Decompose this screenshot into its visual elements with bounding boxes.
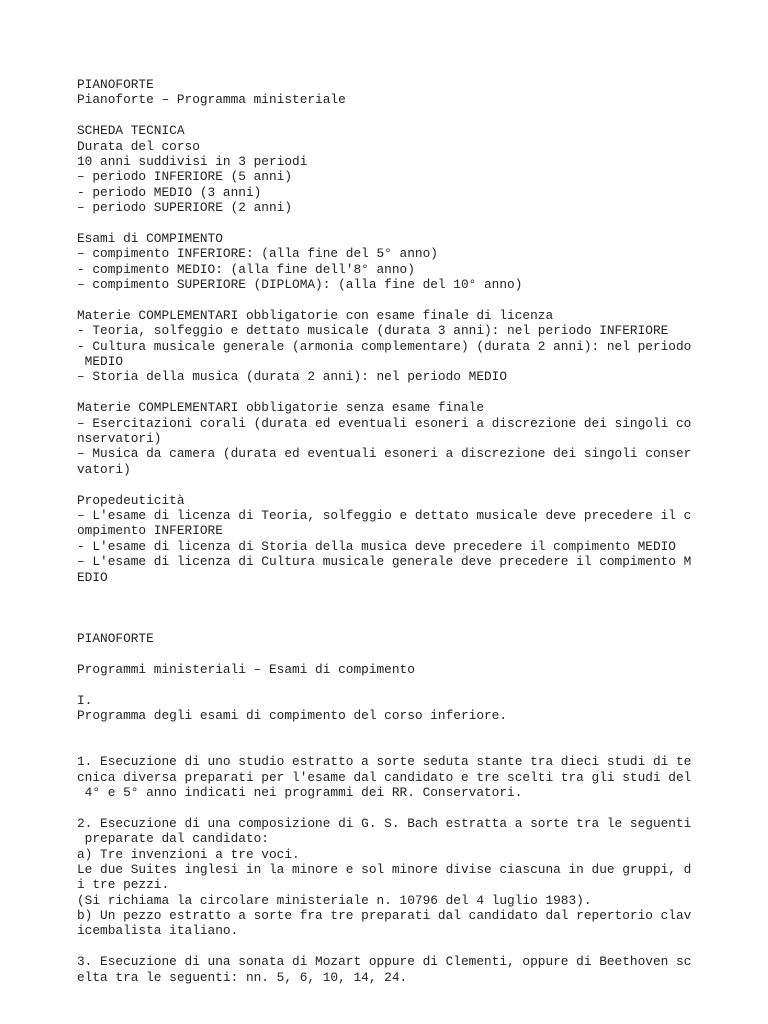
text-line: - periodo MEDIO (3 anni) bbox=[77, 184, 262, 200]
text-line bbox=[77, 939, 717, 954]
text-line: cnica diversa preparati per l'esame dal candidato e tre scelti tra gli studi del bbox=[77, 769, 692, 785]
text-line: Esami di COMPIMENTO bbox=[77, 230, 223, 246]
text-line bbox=[77, 216, 717, 231]
text-line bbox=[77, 739, 717, 754]
text-line: – periodo SUPERIORE (2 anni) bbox=[77, 200, 293, 216]
text-line: ompimento INFERIORE bbox=[77, 523, 223, 539]
text-line: elta tra le seguenti: nn. 5, 6, 10, 14, 24. bbox=[77, 969, 408, 985]
text-line: nservatori) bbox=[77, 430, 162, 446]
text-line: i tre pezzi. bbox=[77, 877, 170, 893]
text-line: MEDIO bbox=[77, 354, 124, 370]
text-line: preparate dal candidato: bbox=[77, 831, 269, 847]
text-line bbox=[77, 800, 717, 815]
text-line: Programma degli esami di compimento del corso inferiore. bbox=[77, 708, 508, 724]
text-line: Programmi ministeriali – Esami di compimento bbox=[77, 661, 415, 677]
text-line: – Musica da camera (durata ed eventuali esoneri a discrezione dei singoli conser bbox=[77, 446, 692, 462]
text-line: 10 anni suddivisi in 3 periodi bbox=[77, 153, 308, 169]
text-line: SCHEDA TECNICA bbox=[77, 123, 185, 139]
text-line: – Esercitazioni corali (durata ed eventuali esoneri a discrezione dei singoli co bbox=[77, 415, 692, 431]
text-line bbox=[77, 677, 717, 692]
text-line: 4° e 5° anno indicati nei programmi dei RR. Conservatori. bbox=[77, 784, 523, 800]
text-line: EDIO bbox=[77, 569, 108, 585]
text-line bbox=[77, 646, 717, 661]
text-line: – periodo INFERIORE (5 anni) bbox=[77, 169, 293, 185]
text-line bbox=[77, 600, 717, 615]
text-line: – L'esame di licenza di Cultura musicale generale deve precedere il compimento M bbox=[77, 554, 692, 570]
text-line: PIANOFORTE bbox=[77, 77, 154, 92]
text-line: - compimento MEDIO: (alla fine dell'8° anno) bbox=[77, 261, 415, 277]
text-line bbox=[77, 723, 717, 738]
text-line: Pianoforte – Programma ministeriale bbox=[77, 92, 346, 108]
text-line: - Cultura musicale generale (armonia complementare) (durata 2 anni): nel periodo bbox=[77, 338, 692, 354]
text-line: Durata del corso bbox=[77, 138, 200, 154]
text-line: - Teoria, solfeggio e dettato musicale (durata 3 anni): nel periodo INFERIORE bbox=[77, 323, 669, 339]
text-line: b) Un pezzo estratto a sorte fra tre preparati dal candidato dal repertorio clav bbox=[77, 908, 692, 924]
text-line: – Storia della musica (durata 2 anni): nel periodo MEDIO bbox=[77, 369, 508, 385]
text-line: PIANOFORTE bbox=[77, 631, 154, 647]
text-line bbox=[77, 585, 717, 600]
text-line: - L'esame di licenza di Storia della musica deve precedere il compimento MEDIO bbox=[77, 538, 676, 554]
text-line bbox=[77, 292, 717, 307]
text-line: 3. Esecuzione di una sonata di Mozart oppure di Clementi, oppure di Beethoven sc bbox=[77, 954, 692, 970]
text-line bbox=[77, 616, 717, 631]
text-line: Materie COMPLEMENTARI obbligatorie con esame finale di licenza bbox=[77, 307, 554, 323]
text-line: a) Tre invenzioni a tre voci. bbox=[77, 846, 300, 862]
text-line: I. bbox=[77, 692, 93, 708]
text-line: 1. Esecuzione di uno studio estratto a sorte seduta stante tra dieci studi di te bbox=[77, 754, 692, 770]
text-line: Propedeuticità bbox=[77, 492, 185, 508]
text-line: (Si richiama la circolare ministeriale n. 10796 del 4 luglio 1983). bbox=[77, 892, 592, 908]
text-line bbox=[77, 385, 717, 400]
text-line bbox=[77, 108, 717, 123]
text-line: – compimento SUPERIORE (DIPLOMA): (alla fine del 10° anno) bbox=[77, 277, 523, 293]
text-line: icembalista italiano. bbox=[77, 923, 239, 939]
document-text bbox=[77, 77, 717, 985]
text-line: Materie COMPLEMENTARI obbligatorie senza esame finale bbox=[77, 400, 485, 416]
text-line: vatori) bbox=[77, 461, 131, 477]
text-line: – compimento INFERIORE: (alla fine del 5° anno) bbox=[77, 246, 438, 262]
text-line bbox=[77, 477, 717, 492]
text-line: Le due Suites inglesi in la minore e sol minore divise ciascuna in due gruppi, d bbox=[77, 861, 692, 877]
text-line: 2. Esecuzione di una composizione di G. S. Bach estratta a sorte tra le seguenti bbox=[77, 815, 692, 831]
text-line: – L'esame di licenza di Teoria, solfeggio e dettato musicale deve precedere il c bbox=[77, 507, 692, 523]
